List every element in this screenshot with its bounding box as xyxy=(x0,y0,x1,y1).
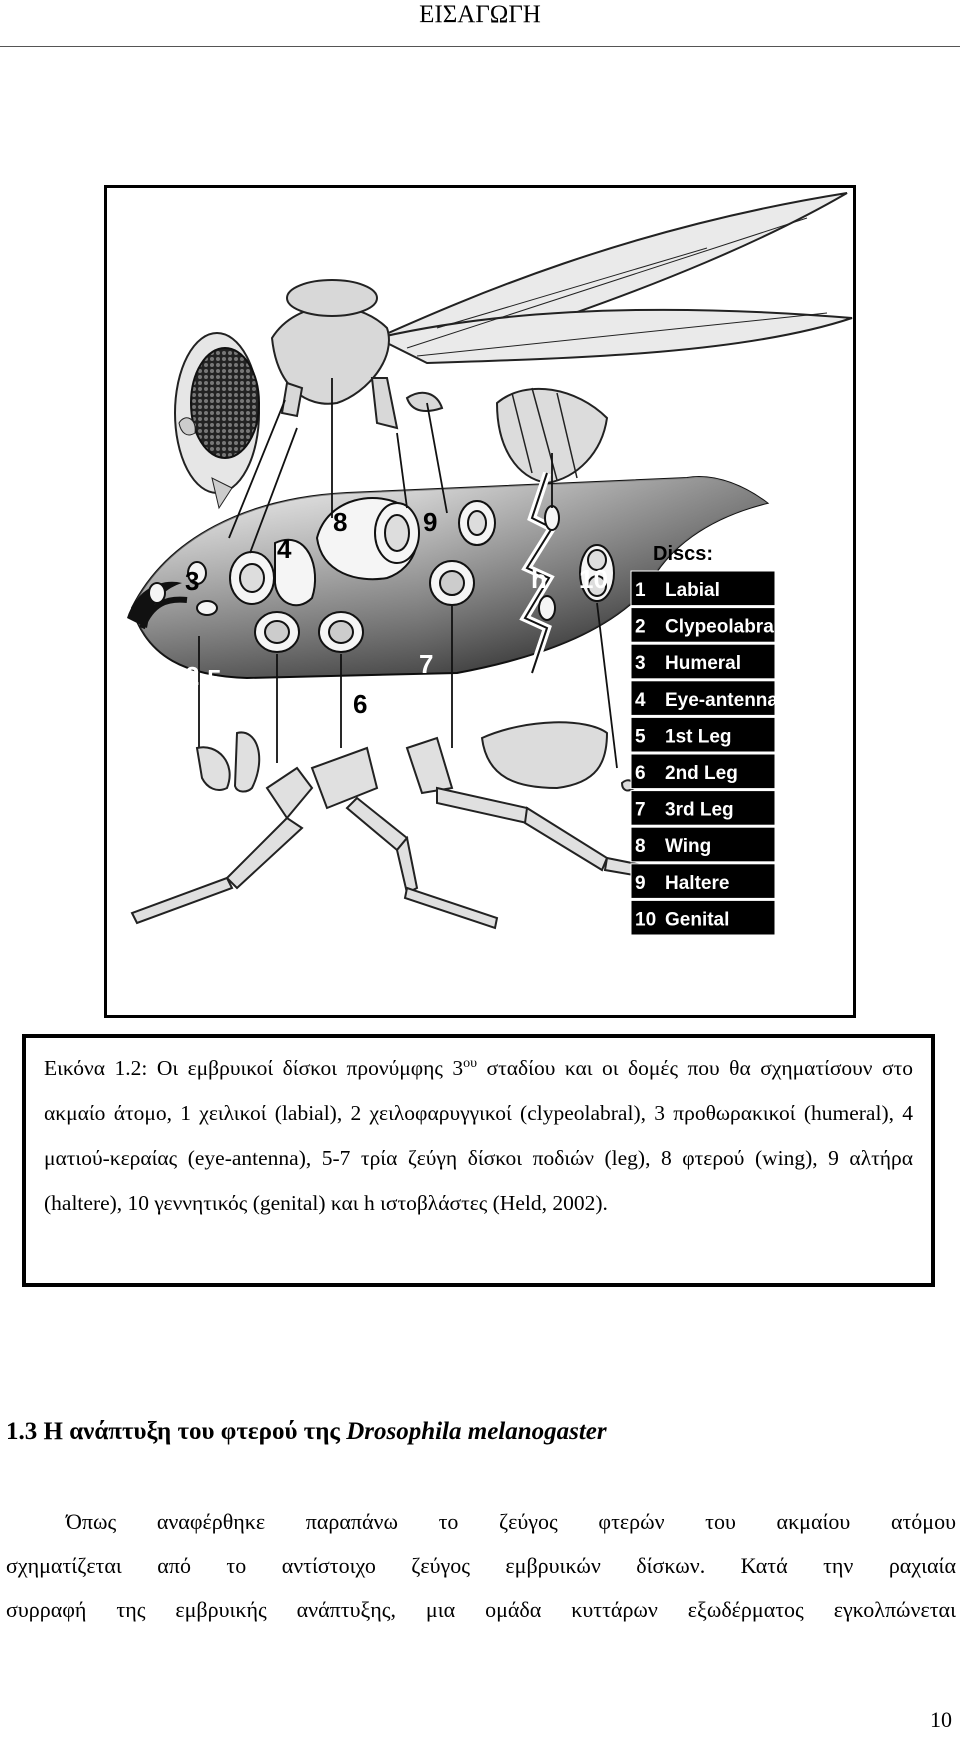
legend-row xyxy=(631,827,775,862)
legend-label: 2nd Leg xyxy=(665,763,738,784)
legend-number: 2 xyxy=(635,616,646,638)
section-heading-species: Drosophila melanogaster xyxy=(346,1418,607,1445)
legend-label: Humeral xyxy=(665,653,742,675)
figure-imaginal-discs xyxy=(104,185,856,1018)
adult-wings xyxy=(377,193,852,363)
section-heading-prefix: 1.3 Η ανάπτυξη του φτερού της xyxy=(6,1418,347,1445)
legend-number: 4 xyxy=(635,689,646,711)
legend-row xyxy=(631,681,783,716)
legend-number: 6 xyxy=(635,763,646,784)
legend-label: Haltere xyxy=(665,872,730,894)
disc-label-9: 9 xyxy=(423,507,438,537)
legend-number: 1 xyxy=(635,580,646,601)
legend-label: Labial xyxy=(665,580,720,601)
legend-row xyxy=(631,644,775,679)
legend-label: 1st Leg xyxy=(665,726,732,748)
legend-number: 9 xyxy=(635,872,646,894)
legend-number: 7 xyxy=(635,799,646,821)
legend-number: 3 xyxy=(635,653,646,675)
legend-row xyxy=(631,608,779,643)
fly-disc-illustration xyxy=(107,188,853,1015)
histoblast-label-h: h xyxy=(531,564,547,594)
legend-label: 3rd Leg xyxy=(665,799,734,821)
disc-label-2: 2 xyxy=(185,661,200,691)
legend-row xyxy=(631,900,775,935)
caption-text xyxy=(44,1046,913,1226)
legend-label: Wing xyxy=(665,836,712,858)
header-rule xyxy=(0,46,960,47)
legend-row xyxy=(631,864,775,899)
legend-number: 8 xyxy=(635,836,646,858)
disc-label-5: 5 xyxy=(207,664,222,694)
body-line: Όπως αναφέρθηκε παραπάνω το ζεύγος φτερών του ακμαίου ατόμου xyxy=(66,1509,956,1534)
legend-row xyxy=(631,791,775,826)
disc-legend xyxy=(631,543,783,935)
section-heading xyxy=(6,1418,607,1446)
adult-abdomen-cut xyxy=(482,722,634,790)
disc-label-6: 6 xyxy=(353,689,368,719)
legend-number: 10 xyxy=(635,909,657,931)
legend-row xyxy=(631,717,775,752)
legend-row xyxy=(631,571,775,606)
legend-row xyxy=(631,754,775,789)
disc-label-7: 7 xyxy=(419,649,434,679)
figure-caption xyxy=(22,1034,935,1287)
page-number: 10 xyxy=(930,1707,952,1732)
disc-label-10: 10 xyxy=(579,564,608,594)
caption-text-part1: Εικόνα 1.2: Οι εμβρυικοί δίσκοι προνύμφης 3 xyxy=(44,1056,464,1080)
legend-label: Eye-antennal xyxy=(665,689,784,711)
legend-title: Discs: xyxy=(653,543,714,565)
disc-label-3: 3 xyxy=(185,566,200,596)
caption-text-part2: σταδίου και οι δομές που θα σχηματίσουν στο ακμαίο άτομο, 1 χειλικοί (labial), 2 χειλοφαρυγγικοί (clypeolabral), 3 προθωρακικοί (humeral), 4 ματιού-κεραίας (eye-antenna), 5-7 τρία ζεύγη δίσκοι ποδιών (leg), 8 φτερού (wing), 9 αλτήρα (haltere), 10 γεννητικός (genital) και h ιστοβλάστες (Held, 2002). xyxy=(44,1056,913,1215)
caption-superscript: ου xyxy=(463,1055,478,1071)
adult-head xyxy=(175,333,259,508)
body-line: συρραφή της εμβρυικής ανάπτυξης, μια ομάδα κυττάρων εξωδέρματος εγκολπώνεται xyxy=(6,1597,956,1622)
body-line: σχηματίζεται από το αντίστοιχο ζεύγος εμβρυικών δίσκων. Κατά την ραχιαία xyxy=(6,1553,956,1578)
legend-number: 5 xyxy=(635,726,646,748)
legend-label: Clypeolabral xyxy=(665,616,780,638)
body-paragraph xyxy=(6,1500,956,1632)
haltere-disc xyxy=(459,501,495,545)
disc-label-1: 1 xyxy=(135,661,150,691)
legend-label: Genital xyxy=(665,909,730,931)
running-header: ΕΙΣΑΓΩΓΗ xyxy=(419,1,541,28)
disc-label-4: 4 xyxy=(277,534,292,564)
disc-label-8: 8 xyxy=(333,507,348,537)
